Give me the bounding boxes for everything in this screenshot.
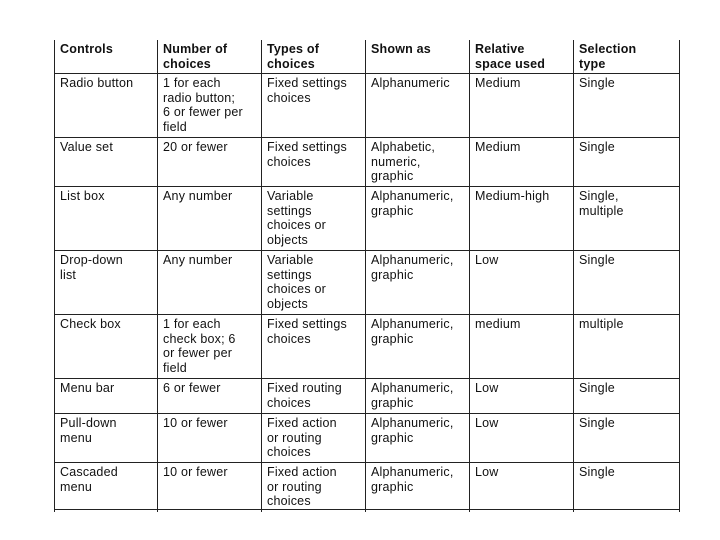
table-cell: Low — [470, 463, 574, 510]
table-cell: Single — [574, 414, 680, 463]
table-header-row — [55, 40, 680, 74]
table-cell: 10 or fewer — [158, 414, 262, 463]
table-cell: Medium — [470, 74, 574, 138]
table-cell: Low — [470, 379, 574, 414]
table-cell: Check box — [55, 315, 158, 379]
header-cell-shown-as: Shown as — [366, 40, 470, 74]
table-cell: Fixed settings choices — [262, 74, 366, 138]
table-cell: Single — [574, 251, 680, 315]
table-cell: Medium-high — [470, 187, 574, 251]
table-cell: Single, multiple — [574, 187, 680, 251]
table-row — [55, 74, 680, 138]
table-cell: Alphanumeric, graphic — [366, 251, 470, 315]
table-cell: Alphabetic, numeric, graphic — [366, 138, 470, 187]
table-cell: multiple — [574, 315, 680, 379]
table-cell: Single — [574, 74, 680, 138]
table-cell: 20 or fewer — [158, 138, 262, 187]
table-cell: Fixed action or routing choices — [262, 463, 366, 510]
table-cell — [158, 510, 262, 513]
table-cell: Alphanumeric, graphic — [366, 315, 470, 379]
table-cell: Fixed settings choices — [262, 315, 366, 379]
table-cell: Any number — [158, 187, 262, 251]
table-cell: Alphanumeric, graphic — [366, 187, 470, 251]
table-cell — [262, 510, 366, 513]
table-cell: List box — [55, 187, 158, 251]
table-row — [55, 379, 680, 414]
table-cell — [470, 510, 574, 513]
table-row — [55, 187, 680, 251]
table-cell: Variable settings choices or objects — [262, 187, 366, 251]
table-cell: Value set — [55, 138, 158, 187]
table-cell: Pull-down menu — [55, 414, 158, 463]
table-cell: Single — [574, 463, 680, 510]
table-cell: Medium — [470, 138, 574, 187]
table-cell: medium — [470, 315, 574, 379]
header-cell-controls: Controls — [55, 40, 158, 74]
table-cell: Alphanumeric, graphic — [366, 414, 470, 463]
table-cell: Single — [574, 138, 680, 187]
controls-comparison-table — [54, 40, 680, 512]
table-cell: Low — [470, 414, 574, 463]
table-row — [55, 463, 680, 510]
header-cell-relative-space-used: Relative space used — [470, 40, 574, 74]
table-cell: Menu bar — [55, 379, 158, 414]
header-cell-types-of-choices: Types of choices — [262, 40, 366, 74]
table-cell: 6 or fewer — [158, 379, 262, 414]
table-row — [55, 414, 680, 463]
table-row — [55, 315, 680, 379]
table-row-continuation — [55, 510, 680, 513]
table-cell: Fixed routing choices — [262, 379, 366, 414]
table-cell: 10 or fewer — [158, 463, 262, 510]
table-row — [55, 251, 680, 315]
table-cell — [55, 510, 158, 513]
header-cell-number-of-choices: Number of choices — [158, 40, 262, 74]
table-cell: Any number — [158, 251, 262, 315]
table-cell: Fixed settings choices — [262, 138, 366, 187]
table-cell: Radio button — [55, 74, 158, 138]
table-cell — [366, 510, 470, 513]
table-cell: Single — [574, 379, 680, 414]
table-row — [55, 138, 680, 187]
table-cell — [574, 510, 680, 513]
header-cell-selection-type: Selection type — [574, 40, 680, 74]
table-cell: 1 for each radio button; 6 or fewer per field — [158, 74, 262, 138]
table-cell: Alphanumeric — [366, 74, 470, 138]
table-cell: Alphanumeric, graphic — [366, 379, 470, 414]
table-cell: Alphanumeric, graphic — [366, 463, 470, 510]
table-cell: Drop-down list — [55, 251, 158, 315]
table-cell: Variable settings choices or objects — [262, 251, 366, 315]
table-cell: 1 for each check box; 6 or fewer per field — [158, 315, 262, 379]
table-cell: Low — [470, 251, 574, 315]
table-cell: Fixed action or routing choices — [262, 414, 366, 463]
table-cell: Cascaded menu — [55, 463, 158, 510]
